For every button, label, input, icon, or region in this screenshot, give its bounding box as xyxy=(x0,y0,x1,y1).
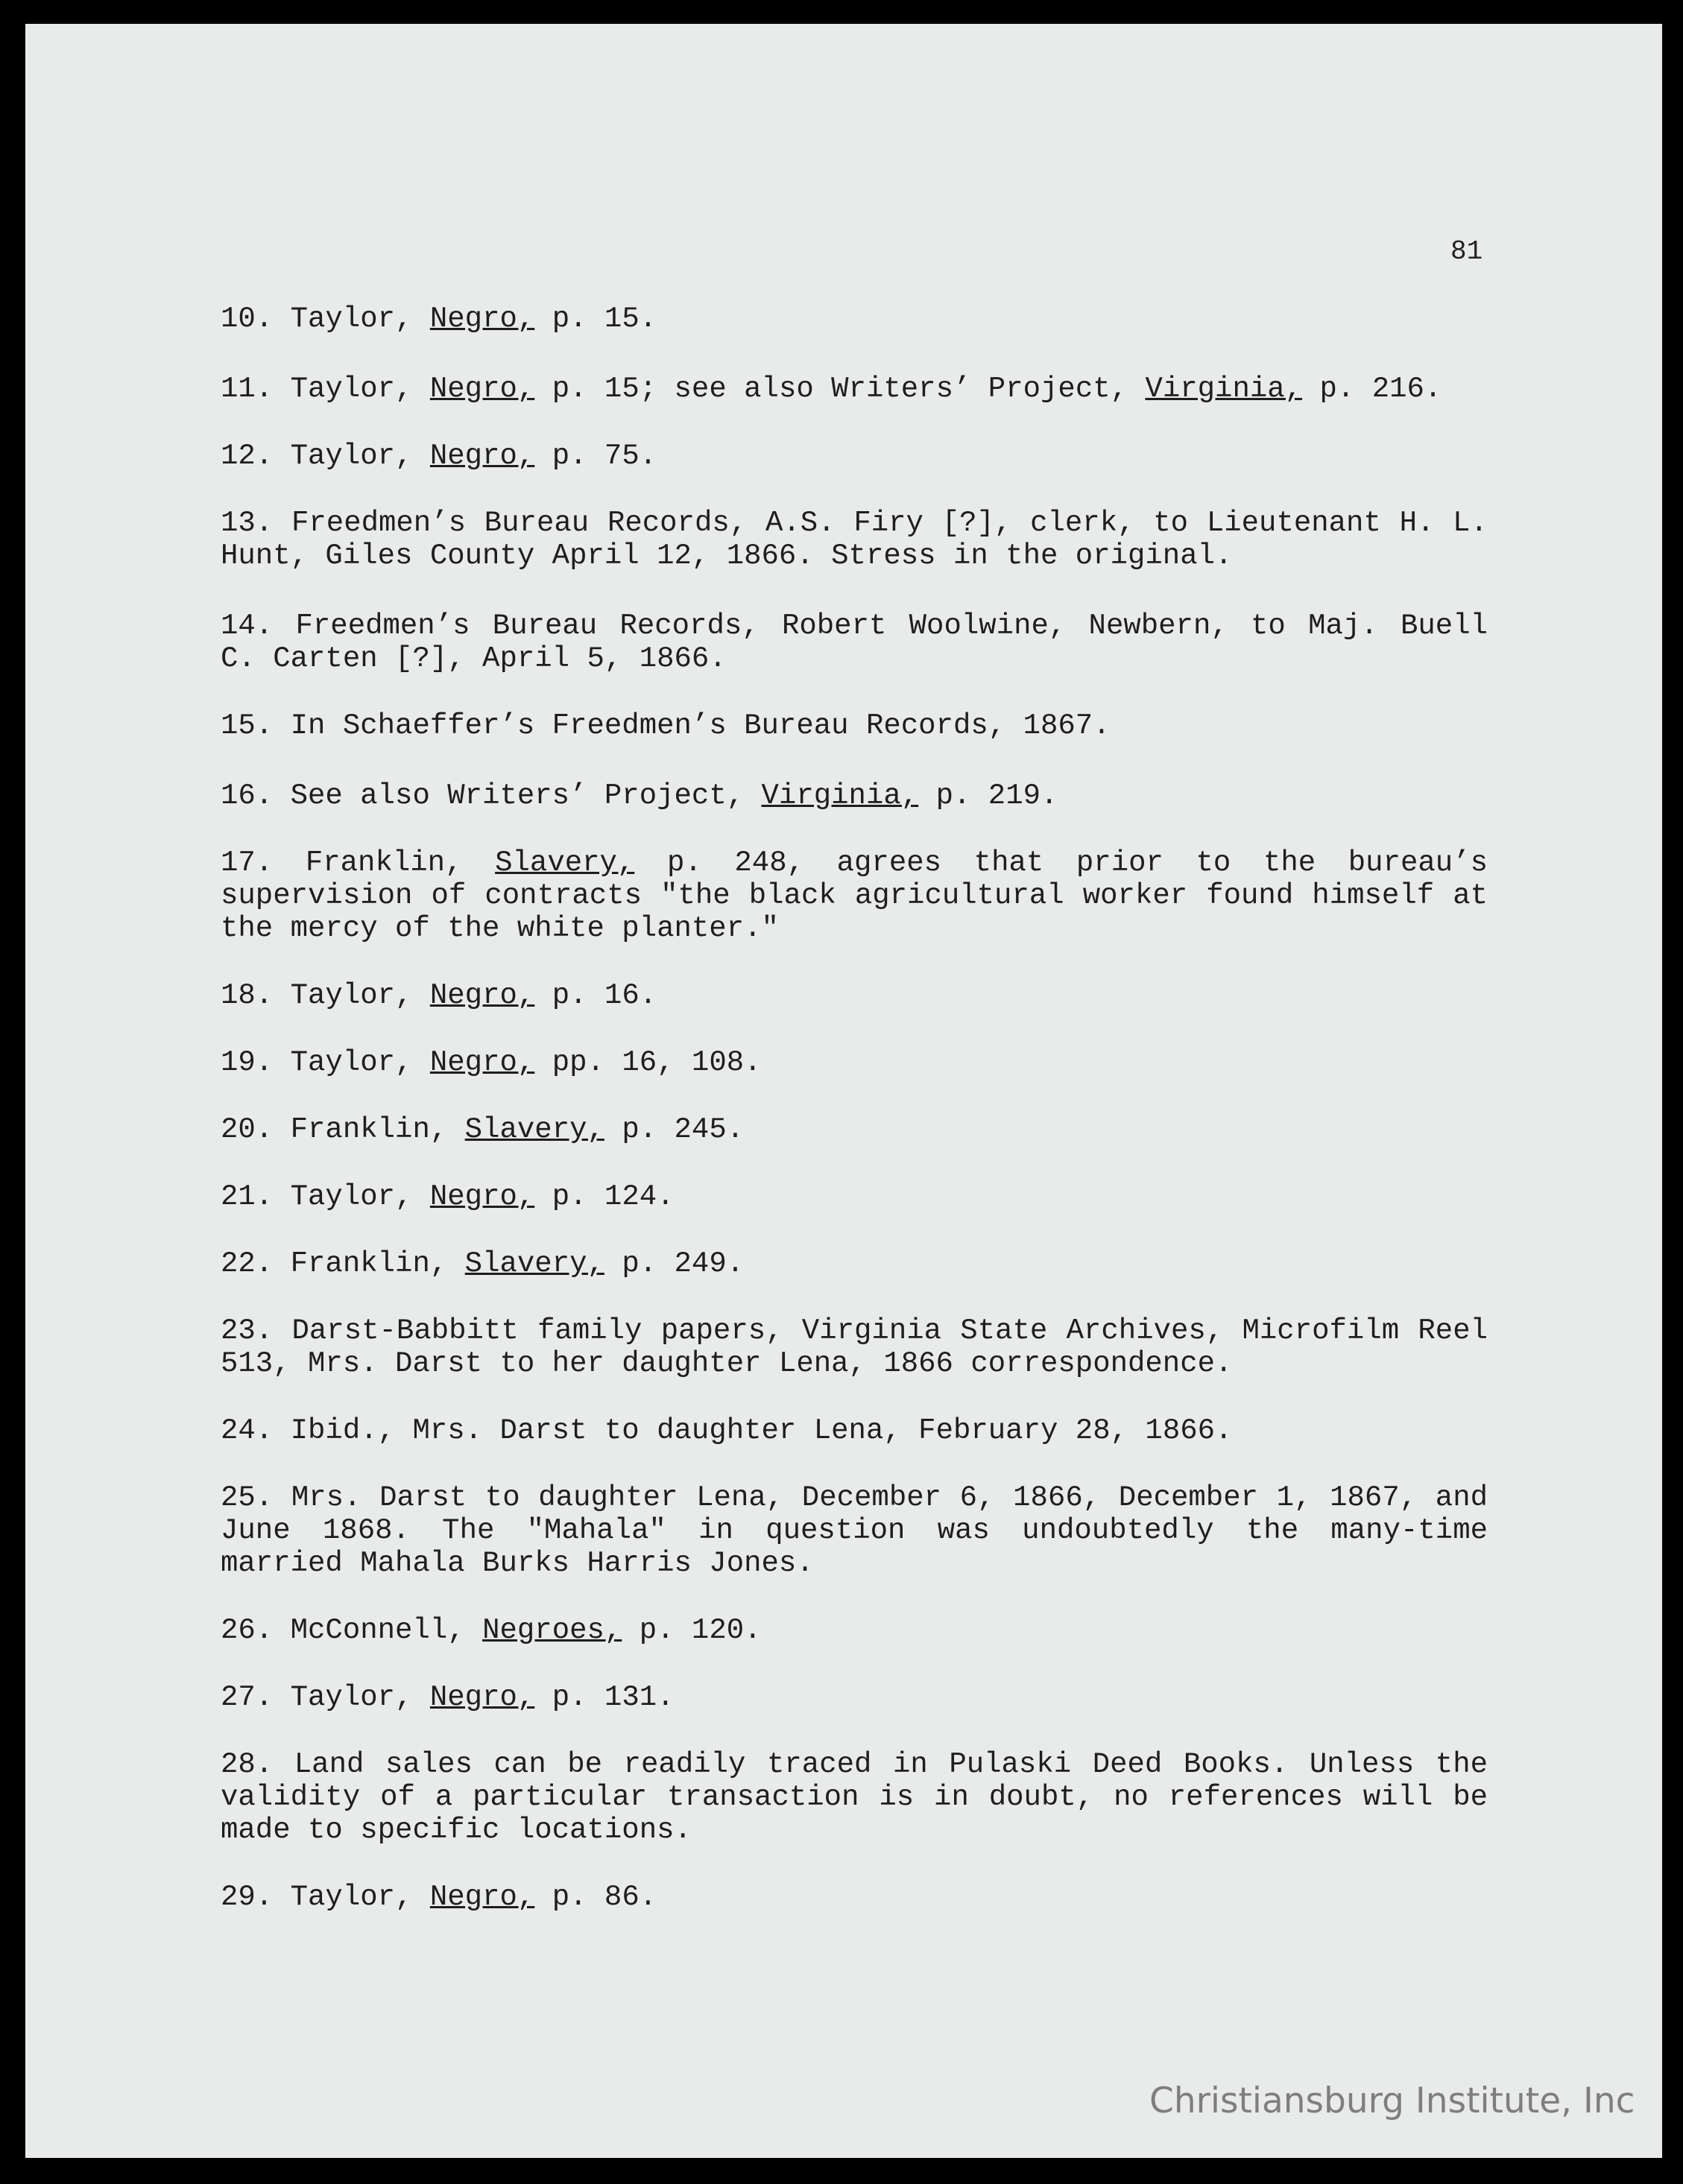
endnote-15 xyxy=(221,709,1488,742)
endnote-text: p. 216. xyxy=(1319,373,1442,405)
endnote-20 xyxy=(221,1113,1488,1146)
endnote-text: Freedmen’s Bureau Records, A.S. Firy [?], clerk, to Lieutenant H. L. Hunt, Giles County April 12, 1866. Stress in the original. xyxy=(221,507,1488,572)
endnote-title: Negro, xyxy=(429,1681,535,1714)
endnote-number: 17. xyxy=(221,846,274,879)
endnote-number: 29. xyxy=(221,1881,274,1914)
endnote-title: Negro, xyxy=(429,1046,535,1079)
endnote-title: Slavery, xyxy=(464,1113,604,1146)
endnote-title: Virginia, xyxy=(761,779,919,812)
endnote-16 xyxy=(221,779,1488,812)
endnote-author: Franklin, xyxy=(305,846,463,879)
endnote-text: In Schaeffer’s Freedmen’s Bureau Records, 1867. xyxy=(290,709,1111,742)
endnote-19 xyxy=(221,1046,1488,1079)
endnote-text: Freedmen’s Bureau Records, Robert Woolwine, Newbern, to Maj. Buell C. Carten [?], April 5, 1866. xyxy=(221,610,1488,675)
endnote-number: 20. xyxy=(221,1113,274,1146)
endnote-17 xyxy=(221,846,1488,945)
endnote-26 xyxy=(221,1614,1488,1647)
endnote-author: Taylor, xyxy=(290,1046,413,1079)
watermark: Christiansburg Institute, Inc xyxy=(1149,2080,1635,2121)
endnote-10 xyxy=(221,303,1488,335)
endnote-number: 26. xyxy=(221,1614,274,1647)
endnote-number: 22. xyxy=(221,1247,274,1280)
endnote-23 xyxy=(221,1314,1488,1380)
endnote-number: 15. xyxy=(221,709,274,742)
endnote-text: Darst-Babbitt family papers, Virginia State Archives, Microfilm Reel 513, Mrs. Darst to her daughter Lena, 1866 correspondence. xyxy=(221,1314,1488,1380)
endnote-author: Taylor, xyxy=(290,440,413,472)
endnote-text: pp. 16, 108. xyxy=(552,1046,762,1079)
endnote-text: p. 131. xyxy=(552,1681,675,1714)
endnote-number: 18. xyxy=(221,979,274,1012)
endnote-number: 28. xyxy=(221,1748,274,1781)
endnote-author: Taylor, xyxy=(290,303,413,335)
endnote-title: Negro, xyxy=(429,1180,535,1213)
endnote-author: Taylor, xyxy=(290,1681,413,1714)
endnote-text: Ibid., Mrs. Darst to daughter Lena, February 28, 1866. xyxy=(290,1414,1233,1447)
endnote-number: 10. xyxy=(221,303,274,335)
endnote-number: 19. xyxy=(221,1046,274,1079)
endnote-text: p. 248, agrees that prior to the bureau’s supervision of contracts "the black agricultural worker found himself at the mercy of the white planter." xyxy=(221,846,1488,945)
endnote-text: p. 86. xyxy=(552,1881,657,1914)
endnote-title: Slavery, xyxy=(464,1247,604,1280)
endnote-12 xyxy=(221,440,1488,472)
endnote-author: Taylor, xyxy=(290,979,413,1012)
endnote-text: p. 120. xyxy=(639,1614,762,1647)
endnote-author: Taylor, xyxy=(290,1881,413,1914)
endnote-text: p. 124. xyxy=(552,1180,675,1213)
endnote-14 xyxy=(221,610,1488,675)
endnote-29 xyxy=(221,1881,1488,1914)
endnote-number: 23. xyxy=(221,1314,274,1347)
endnote-text: p. 219. xyxy=(935,779,1058,812)
endnote-22 xyxy=(221,1247,1488,1280)
endnote-25 xyxy=(221,1481,1488,1580)
endnote-28 xyxy=(221,1748,1488,1846)
endnotes-list xyxy=(221,303,1488,1914)
endnote-author: Taylor, xyxy=(290,373,413,405)
endnote-number: 27. xyxy=(221,1681,274,1714)
endnote-text: p. 249. xyxy=(622,1247,745,1280)
endnote-title: Negro, xyxy=(429,373,535,405)
page-number: 81 xyxy=(1450,236,1483,267)
endnote-author: Franklin, xyxy=(290,1113,448,1146)
document-page xyxy=(25,24,1662,2158)
endnote-number: 12. xyxy=(221,440,274,472)
endnote-text: p. 75. xyxy=(552,440,657,472)
endnote-21 xyxy=(221,1180,1488,1213)
endnote-author: See also Writers’ Project, xyxy=(290,779,745,812)
endnote-text: p. 16. xyxy=(552,979,657,1012)
endnote-number: 11. xyxy=(221,373,274,405)
endnote-number: 16. xyxy=(221,779,274,812)
endnote-title: Negroes, xyxy=(482,1614,622,1647)
endnote-number: 13. xyxy=(221,507,274,539)
endnote-18 xyxy=(221,979,1488,1012)
endnote-author: McConnell, xyxy=(290,1614,465,1647)
endnote-title: Slavery, xyxy=(495,846,635,879)
endnote-author: Taylor, xyxy=(290,1180,413,1213)
endnote-title: Negro, xyxy=(429,440,535,472)
endnote-number: 14. xyxy=(221,610,274,642)
endnote-title: Virginia, xyxy=(1145,373,1303,405)
endnote-27 xyxy=(221,1681,1488,1714)
endnote-text: Mrs. Darst to daughter Lena, December 6, 1866, December 1, 1867, and June 1868. The "Mahala" in question was undoubtedly the many-time married Mahala Burks Harris Jones. xyxy=(221,1481,1488,1580)
endnote-text: p. 15; see also Writers’ Project, xyxy=(552,373,1128,405)
endnote-author: Franklin, xyxy=(290,1247,448,1280)
endnote-11 xyxy=(221,373,1488,405)
endnote-text: p. 245. xyxy=(622,1113,745,1146)
endnote-text: Land sales can be readily traced in Pulaski Deed Books. Unless the validity of a particular transaction is in doubt, no references will be made to specific locations. xyxy=(221,1748,1488,1846)
endnote-number: 25. xyxy=(221,1481,274,1514)
endnote-title: Negro, xyxy=(429,979,535,1012)
endnote-title: Negro, xyxy=(429,303,535,335)
endnote-number: 24. xyxy=(221,1414,274,1447)
endnote-text: p. 15. xyxy=(552,303,657,335)
endnote-number: 21. xyxy=(221,1180,274,1213)
endnote-13 xyxy=(221,507,1488,572)
endnote-title: Negro, xyxy=(429,1881,535,1914)
endnote-24 xyxy=(221,1414,1488,1447)
